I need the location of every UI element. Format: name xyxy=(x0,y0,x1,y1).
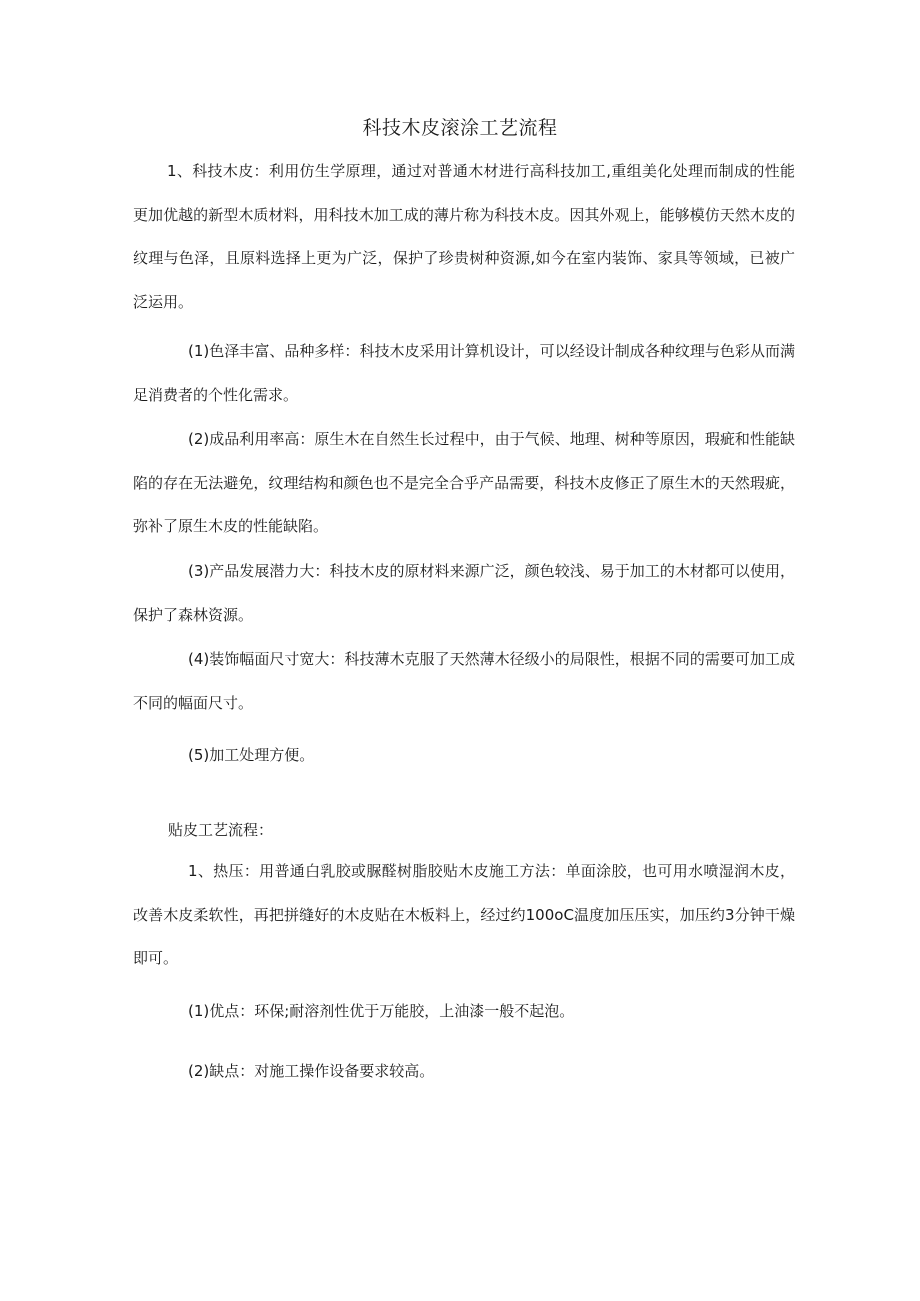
paragraph-color-variety: (1)色泽丰富、品种多样：科技木皮采用计算机设计，可以经设计制成各种纹理与色彩从而满足消费者的个性化需求。 xyxy=(133,342,795,404)
paragraph-tech-veneer-intro: 1、科技木皮：利用仿生学原理，通过对普通木材进行高科技加工,重组美化处理而制成的性能更加优越的新型木质材料，用科技木加工成的薄片称为科技木皮。因其外观上，能够模仿天然木皮的纹理与色泽，且原料选择上更为广泛，保护了珍贵树种资源,如今在室内装饰、家具等领域，已被广泛运用。 xyxy=(133,162,795,311)
paragraph-advantages: (1)优点：环保;耐溶剂性优于万能胶，上油漆一般不起泡。 xyxy=(188,1002,575,1020)
paragraph-hot-press: 1、热压：用普通白乳胶或脲醛树脂胶贴木皮施工方法：单面涂胶，也可用水喷湿润木皮，改善木皮柔软性，再把拼缝好的木皮贴在木板料上，经过约100oC温度加压压实，加压约3分钟干燥即可。 xyxy=(133,862,795,967)
document-title: 科技木皮滚涂工艺流程 xyxy=(362,117,558,139)
paragraph-development-potential: (3)产品发展潜力大：科技木皮的原材料来源广泛，颜色较浅、易于加工的木材都可以使用，保护了森林资源。 xyxy=(133,562,795,624)
section-heading-veneering-process: 贴皮工艺流程： xyxy=(168,821,274,839)
paragraph-decorative-size: (4)装饰幅面尺寸宽大：科技薄木克服了天然薄木径级小的局限性，根据不同的需要可加工成不同的幅面尺寸。 xyxy=(133,650,795,712)
paragraph-disadvantages: (2)缺点：对施工操作设备要求较高。 xyxy=(188,1062,435,1080)
paragraph-easy-processing: (5)加工处理方便。 xyxy=(188,746,315,764)
paragraph-utilization-rate: (2)成品利用率高：原生木在自然生长过程中，由于气候、地理、树种等原因，瑕疵和性能缺陷的存在无法避免，纹理结构和颜色也不是完全合乎产品需要，科技木皮修正了原生木的天然瑕疵，弥补了原生木皮的性能缺陷。 xyxy=(133,430,795,535)
